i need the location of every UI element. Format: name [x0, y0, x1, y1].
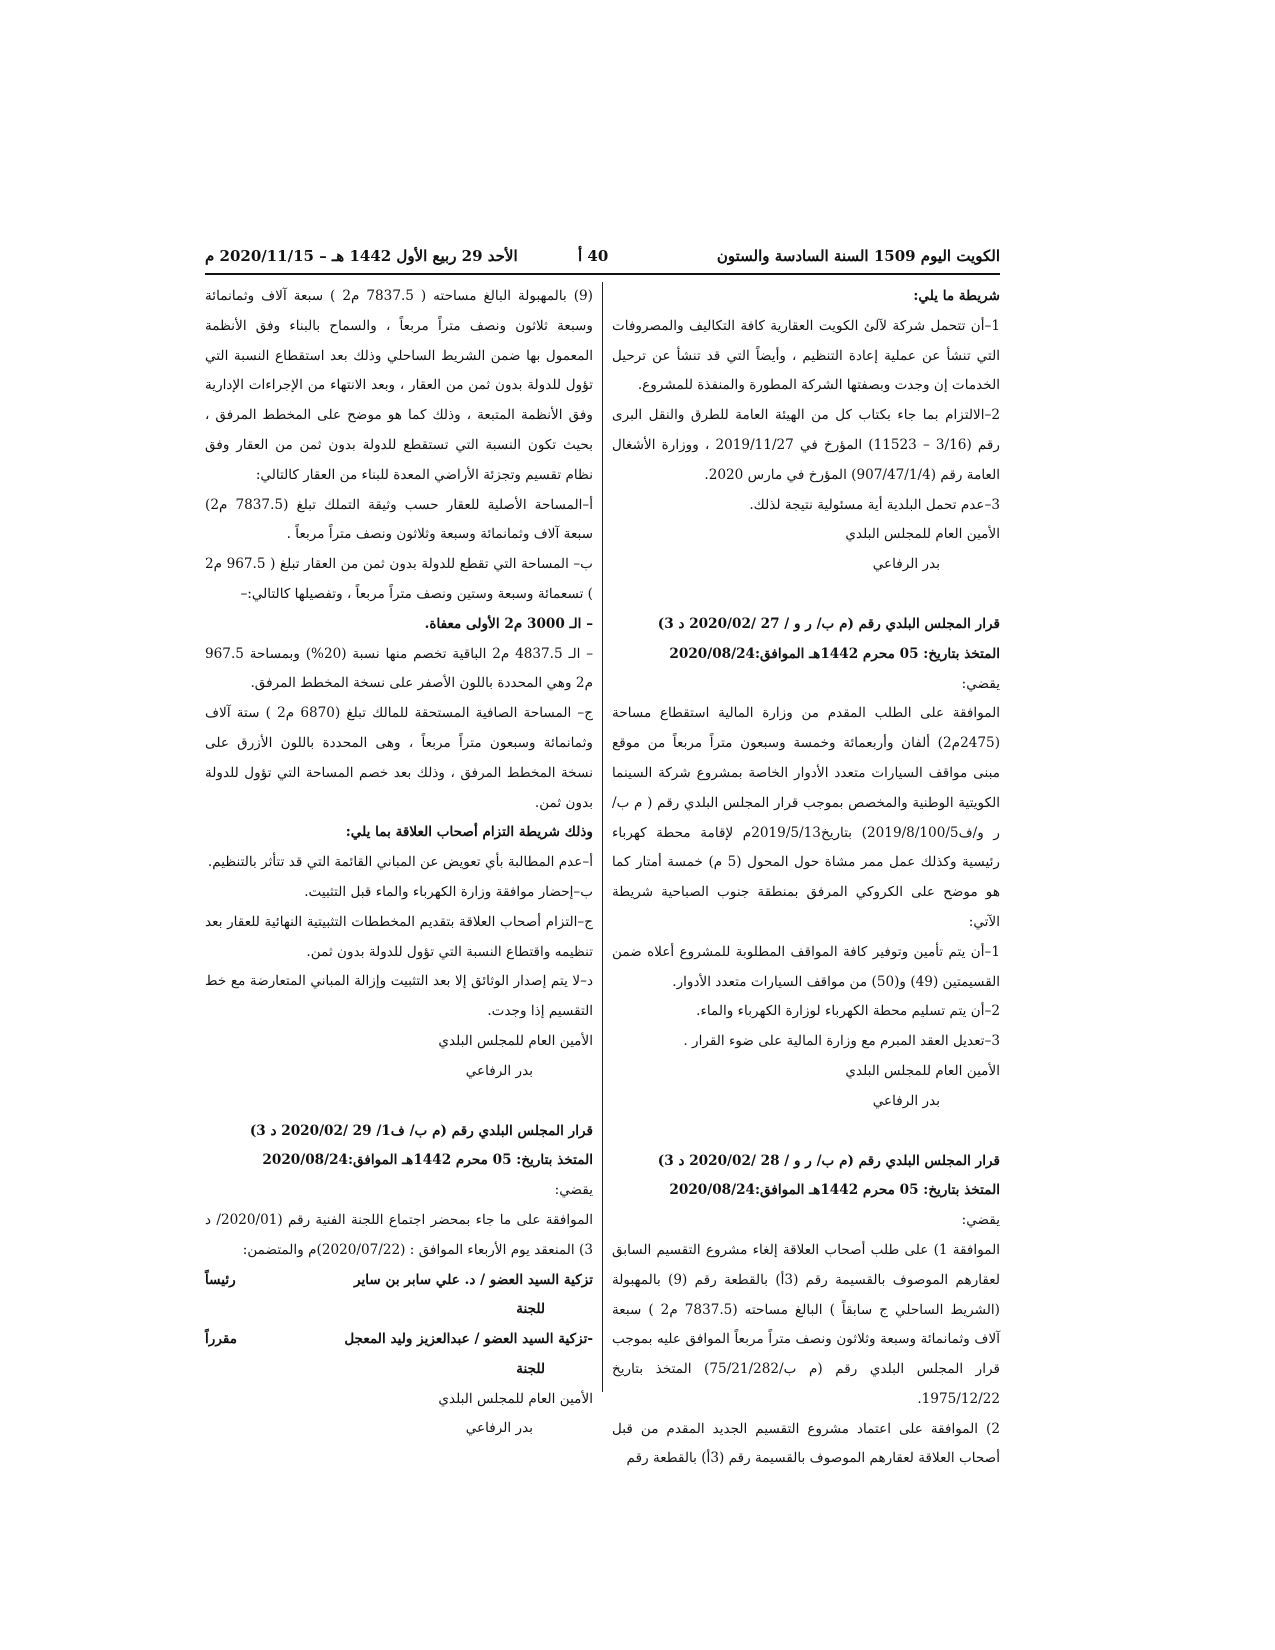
- column-divider: [602, 282, 603, 1392]
- decision-decides: يقضي:: [961, 1212, 1000, 1229]
- condition-a: أ–عدم المطالبة بأي تعويض عن المباني القائمة التي قد تتأثر بالتنظيم.: [207, 854, 593, 871]
- decision-date: المتخذ بتاريخ: 05 محرم 1442هـ الموافق:2020/08/24: [669, 645, 1000, 662]
- header-date: الأحد 29 ربيع الأول 1442 هـ – 2020/11/15 م: [205, 247, 518, 265]
- decision-paragraph: الموافقة 1) على طلب أصحاب العلاقة إلغاء مشروع التقسيم السابق لعقارهم الموصوف بالقسيمة رقم (3أ) بالقطعة رقم (9) بالمهبولة (الشريط الساحلي ج سابقاً ) البالغ مساحته (7837.5 م2 ) سبعة آلاف وثمانمائة وسبعة وثلاثون ونصف متراً مربعاً الموافق عليه بموجب قرار المجلس البلدي رقم (م ب/75/21/282) المتخذ بتاريخ 1975/12/22.: [612, 1241, 1001, 1407]
- item-a: أ–المساحة الأصلية للعقار حسب وثيقة التملك تبلغ (7837.5 م2) سبعة آلاف وثمانمائة وسبعة وثلاثون ونصف متراً مربعاً .: [205, 496, 593, 543]
- signature-name: بدر الرفاعي: [872, 556, 940, 573]
- committee-suffix: للجنة: [516, 1360, 545, 1377]
- item-b: ب– المساحة التي تقطع للدولة بدون ثمن من العقار تبلغ ( 967.5 م2 ) تسعمائة وسبعة وستين ونصف متراً مربعاً ، وتفصيلها كالتالي:–: [205, 556, 593, 602]
- decision-body: الموافقة على الطلب المقدم من وزارة المالية استقطاع مساحة (2475م2) ألفان وأربعمائة وخمسة وسبعون متراً مربعاً من موقع مبنى مواقف السيارات متعدد الأدوار الخاصة بمشروع شركة السينما الكويتية الوطنية والمخصص بموجب قرار المجلس البلدي رقم ( م ب/ر و/ف2019/8/100/5) بتاريخ2019/5/13م لإقامة محطة كهرباء رئيسية وكذلك عمل ممر مشاة حول المحول (5 م) خمسة أمتار كما هو موضح على الكروكي المرفق بمنطقة جنوب الصباحية شريطة الآتي:: [612, 705, 1000, 930]
- committee-member-name: -تزكية السيد العضو / عبدالعزيز وليد المعجل: [344, 1331, 593, 1348]
- committee-member-role: رئيساً: [205, 1271, 236, 1288]
- committee-member-row: [205, 1325, 593, 1355]
- decision-decides: يقضي:: [554, 1182, 593, 1199]
- decision-decides: يقضي:: [961, 675, 1000, 692]
- decision-date: المتخذ بتاريخ: 05 محرم 1442هـ الموافق:2020/08/24: [262, 1152, 593, 1169]
- condition-d: د–لا يتم إصدار الوثائق إلا بعد التثبيت وإزالة المباني المتعارضة مع خط التقسيم إذا وجدت.: [205, 973, 593, 1020]
- decision-condition-3: 3–تعديل العقد المبرم مع وزارة المالية على ضوء القرار .: [683, 1033, 1000, 1050]
- item-b-detail-1: – الـ 3000 م2 الأولى معفاة.: [424, 615, 593, 632]
- conditions-intro: شريطة ما يلي:: [913, 288, 1000, 304]
- decision-condition-2: 2–أن يتم تسليم محطة الكهرباء لوزارة الكهرباء والماء.: [696, 1003, 1000, 1020]
- continued-paragraph: (9) بالمهبولة البالغ مساحته ( 7837.5 م2 ) سبعة آلاف وثمانمائة وسبعة ثلاثون ونصف متراً مربعاً ، والسماح بالبناء وفق الأنظمة المعمول بها ضمن الشريط الساحلي وذلك بعد استقطاع النسبة التي تؤول للدولة بدون ثمن من العقار ، وبعد الانتهاء من الإجراءات الإدارية وفق الأنظمة المتبعة ، وذلك كما هو موضح على المخطط المرفق ، بحيث تكون النسبة التي تستقطع للدولة بدون ثمن من العقار وفق نظام تقسيم وتجزئة الأراضي المعدة للبناء من العقار كالتالي:: [205, 288, 593, 483]
- item-c: ج– المساحة الصافية المستحقة للمالك تبلغ (6870 م2 ) ستة آلاف وثمانمائة وسبعون متراً مربعاً ، وهى المحددة باللون الأزرق على نسخة المخطط المرفق ، وذلك بعد خصم المساحة التي تؤول للدولة بدون ثمن.: [205, 705, 593, 811]
- page-header: [205, 247, 1000, 275]
- signature-name: بدر الرفاعي: [872, 1092, 940, 1109]
- committee-member-row: [205, 1266, 593, 1296]
- decision-body: الموافقة على ما جاء بمحضر اجتماع اللجنة الفنية رقم (2020/01/ د 3) المنعقد يوم الأربعاء الموافق : (2020/07/22)م والمتضمن:: [205, 1211, 593, 1258]
- conditions-intro: وذلك شريطة التزام أصحاب العلاقة بما يلي:: [345, 824, 593, 841]
- committee-member-name: تزكية السيد العضو / د. علي سابر بن ساير: [353, 1271, 593, 1288]
- decision-paragraph: 2) الموافقة على اعتماد مشروع التقسيم الجديد المقدم من قبل أصحاب العلاقة لعقارهم الموصوف بالقسيمة رقم (3أ) بالقطعة رقم: [612, 1420, 1000, 1467]
- header-publication: الكويت اليوم 1509 السنة السادسة والستون: [716, 247, 1000, 265]
- right-column: [612, 282, 1000, 1474]
- decision-title: قرار المجلس البلدي رقم (م ب/ ف1/ 29 /2020/02 د 3): [249, 1122, 593, 1139]
- signature-title: الأمين العام للمجلس البلدي: [438, 1390, 593, 1407]
- decision-date: المتخذ بتاريخ: 05 محرم 1442هـ الموافق:2020/08/24: [669, 1182, 1000, 1199]
- signature-title: الأمين العام للمجلس البلدي: [845, 1062, 1000, 1079]
- signature-name: بدر الرفاعي: [465, 1062, 533, 1079]
- condition-b: ب–إحضار موافقة وزارة الكهرباء والماء قبل التثبيت.: [304, 883, 593, 900]
- item-b-detail-2: – الـ 4837.5 م2 الباقية تخصم منها نسبة (20%) وبمساحة 967.5 م2 وهي المحددة باللون الأصفر على نسخة المخطط المرفق.: [205, 645, 593, 692]
- condition-3: 3–عدم تحمل البلدية أية مسئولية نتيجة لذلك.: [749, 496, 1000, 513]
- signature-title: الأمين العام للمجلس البلدي: [845, 526, 1000, 543]
- condition-2: 2–الالتزام بما جاء بكتاب كل من الهيئة العامة للطرق والنقل البرى رقم (3/16 – 11523) المؤرخ في 2019/11/27 ، ووزارة الأشغال العامة رقم (907/47/1/4) المؤرخ في مارس 2020.: [612, 407, 1000, 483]
- header-page-number: 40 أ: [578, 247, 609, 265]
- committee-suffix: للجنة: [516, 1301, 545, 1318]
- condition-1: 1–أن تتحمل شركة لآلئ الكويت العقارية كافة التكاليف والمصروفات التي تنشأ عن عملية إعادة التنظيم ، وأيضاً التي قد تنشأ عن ترحيل الخدمات إن وجدت وبصفتها الشركة المطورة والمنفذة للمشروع.: [612, 317, 1000, 394]
- signature-title: الأمين العام للمجلس البلدي: [438, 1032, 593, 1049]
- decision-title: قرار المجلس البلدي رقم (م ب/ ر و / 27 /2020/02 د 3): [657, 615, 1000, 632]
- left-column: [205, 282, 593, 1444]
- decision-condition-1: 1–أن يتم تأمين وتوفير كافة المواقف المطلوبة للمشروع أعلاه ضمن القسيمتين (49) و(50) من مواقف السيارات متعدد الأدوار.: [612, 943, 1000, 990]
- signature-name: بدر الرفاعي: [465, 1420, 533, 1437]
- decision-title: قرار المجلس البلدي رقم (م ب/ ر و / 28 /2020/02 د 3): [657, 1152, 1000, 1169]
- condition-c: ج–التزام أصحاب العلاقة بتقديم المخططات التثبيتية النهائية للعقار بعد تنظيمه واقتطاع النسبة التي تؤول للدولة بدون ثمن.: [205, 913, 593, 960]
- committee-member-role: مقرراً: [205, 1331, 237, 1348]
